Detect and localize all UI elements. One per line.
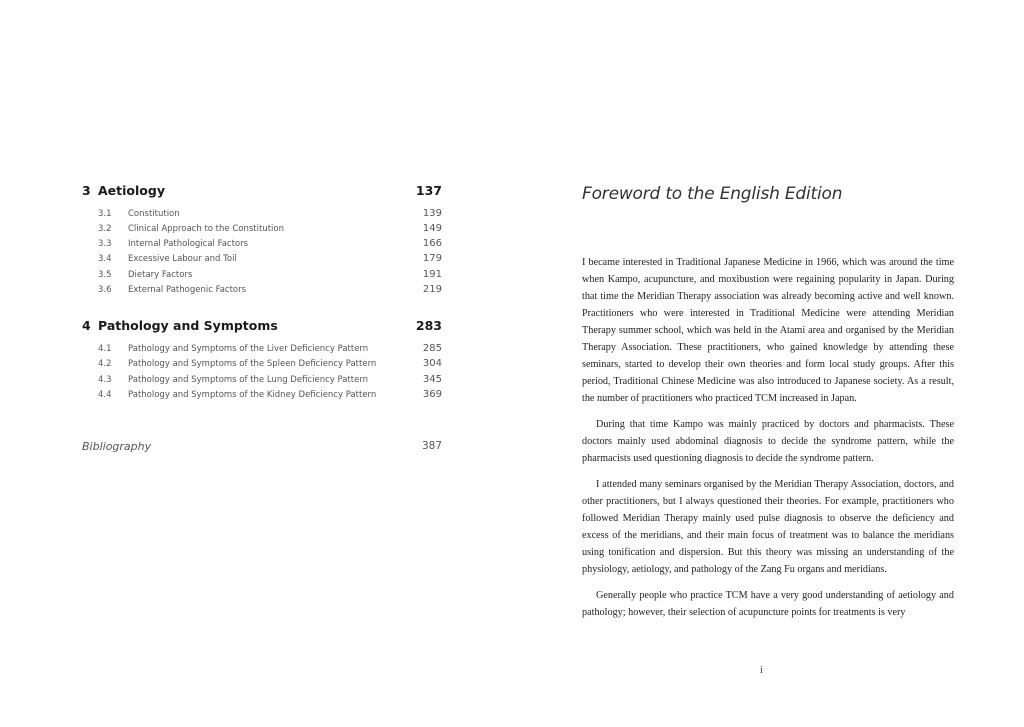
chapter-title: Pathology and Symptoms bbox=[98, 318, 278, 333]
foreword-paragraph: I attended many seminars organised by the Meridian Therapy Association, doctors, and other practitioners, but I always questioned their theories. For example, practitioners who followed Meridian Therapy mainly used pulse diagnosis to observe the deficiency and excess of the meridians, and their main focus of treatment was to balance the meridians using tonification and dispersion. But this theory was missing an understanding of the physiology, aetiology, and pathology of the Zang Fu organs and meridians. bbox=[582, 479, 954, 575]
foreword-paragraph: Generally people who practice TCM have a very good understanding of aetiology and pathology; however, their selection of acupuncture points for treatments is very bbox=[582, 590, 954, 618]
toc-entry bbox=[98, 207, 442, 221]
bibliography-page: 387 bbox=[421, 440, 442, 452]
section-title: Internal Pathological Factors bbox=[128, 239, 249, 249]
section-page: 139 bbox=[422, 208, 442, 219]
toc-entry bbox=[98, 252, 442, 266]
foreword-body bbox=[582, 254, 954, 630]
section-title: Excessive Labour and Toil bbox=[128, 254, 237, 264]
section-page: 285 bbox=[422, 343, 442, 354]
chapter-title: Aetiology bbox=[98, 183, 165, 198]
section-number: 3.2 bbox=[98, 224, 112, 234]
toc-entry bbox=[98, 237, 442, 251]
chapter-page: 137 bbox=[415, 183, 442, 198]
page-number: i bbox=[760, 665, 763, 676]
section-page: 149 bbox=[422, 223, 442, 234]
toc-entry bbox=[98, 283, 442, 297]
section-number: 4.1 bbox=[98, 344, 112, 354]
section-number: 3.6 bbox=[98, 285, 112, 295]
section-number: 4.2 bbox=[98, 359, 112, 369]
section-number: 3.1 bbox=[98, 209, 112, 219]
section-page: 179 bbox=[422, 253, 442, 264]
section-title: Pathology and Symptoms of the Spleen Deficiency Pattern bbox=[128, 359, 377, 369]
section-title: Clinical Approach to the Constitution bbox=[128, 224, 284, 234]
section-number: 3.3 bbox=[98, 239, 112, 249]
section-title: External Pathogenic Factors bbox=[128, 285, 247, 295]
foreword-paragraph: During that time Kampo was mainly practiced by doctors and pharmacists. These doctors mainly used abdominal diagnosis to decide the syndrome pattern, while the pharmacists used questioning diagnosis to decide the syndrome pattern. bbox=[582, 419, 954, 464]
section-number: 3.4 bbox=[98, 254, 112, 264]
bibliography-title: Bibliography bbox=[82, 440, 152, 453]
section-number: 4.3 bbox=[98, 375, 112, 385]
section-title: Dietary Factors bbox=[128, 270, 193, 280]
chapter-number: 4 bbox=[82, 318, 91, 333]
foreword-paragraph: I became interested in Traditional Japanese Medicine in 1966, which was around the time when Kampo, acupuncture, and moxibustion were regaining popularity in Japan. During that time the Meridian Therapy association was already becoming active and well known. Practitioners who were interested in Traditional Medicine were attending Meridian Therapy summer school, which was held in the Atami area and organised by the Meridian Therapy Association. These practitioners, who gained knowledge by attending these seminars, started to develop their own theories and form local study groups. After this period, Traditional Chinese Medicine was also introduced to Japanese society. As a result, the number of practitioners who practiced TCM increased in Japan. bbox=[582, 257, 954, 404]
section-number: 4.4 bbox=[98, 390, 112, 400]
section-title: Pathology and Symptoms of the Liver Deficiency Pattern bbox=[128, 344, 369, 354]
section-page: 219 bbox=[422, 284, 442, 295]
section-page: 345 bbox=[422, 374, 442, 385]
toc-entry bbox=[98, 388, 442, 402]
foreword-page bbox=[512, 0, 1024, 727]
toc-entry bbox=[98, 357, 442, 371]
section-page: 304 bbox=[422, 358, 442, 369]
section-page: 369 bbox=[422, 389, 442, 400]
foreword-heading: Foreword to the English Edition bbox=[582, 184, 843, 204]
section-title: Pathology and Symptoms of the Kidney Deficiency Pattern bbox=[128, 390, 377, 400]
toc-entry bbox=[98, 268, 442, 282]
toc-entry bbox=[98, 342, 442, 356]
section-page: 191 bbox=[422, 269, 442, 280]
section-number: 3.5 bbox=[98, 270, 112, 280]
section-title: Constitution bbox=[128, 209, 180, 219]
toc-entry bbox=[98, 222, 442, 236]
toc-bibliography bbox=[82, 440, 442, 453]
chapter-page: 283 bbox=[415, 318, 442, 333]
chapter-number: 3 bbox=[82, 183, 91, 198]
toc-entry bbox=[98, 373, 442, 387]
section-page: 166 bbox=[422, 238, 442, 249]
section-title: Pathology and Symptoms of the Lung Deficiency Pattern bbox=[128, 375, 369, 385]
